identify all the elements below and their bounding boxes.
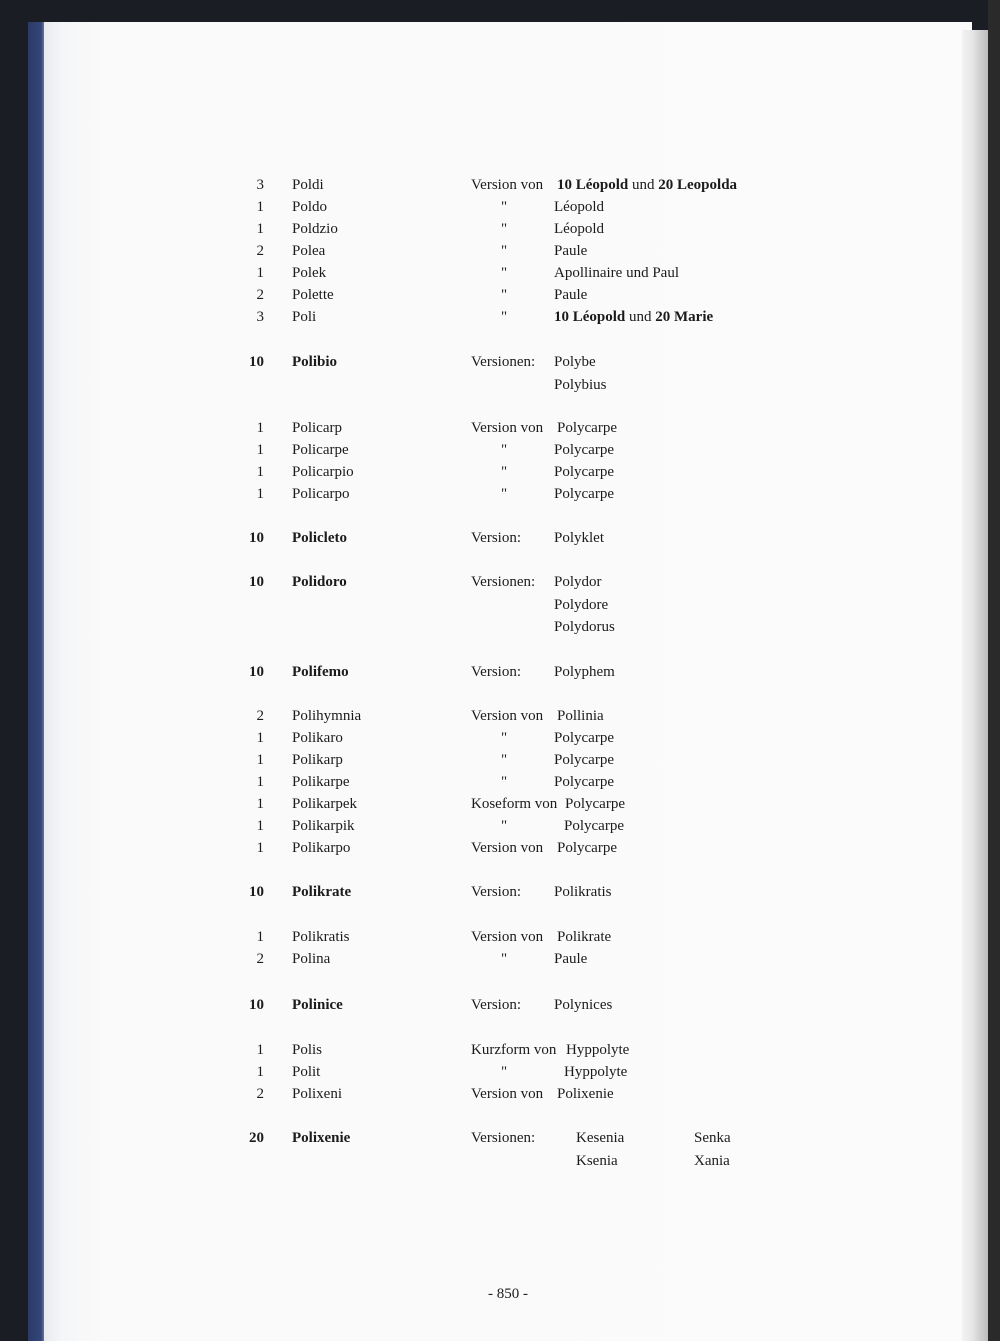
- entry-row: [44, 306, 972, 328]
- entry-value: Paule: [554, 243, 588, 259]
- entry-count: 1: [256, 221, 264, 237]
- entry-count: 1: [256, 1064, 264, 1080]
- entry-name: Policarp: [292, 420, 342, 436]
- ditto-mark: ": [501, 442, 508, 458]
- entry-value: Léopold: [554, 221, 604, 237]
- entry-name: Polidoro: [292, 574, 347, 590]
- entry-value-part: 20 Leopolda: [658, 177, 738, 193]
- ditto-mark: ": [501, 1064, 508, 1080]
- ditto-mark: ": [501, 464, 508, 480]
- entry-count: 1: [256, 420, 264, 436]
- entry-relation: Version:: [471, 884, 521, 900]
- entry-value: Polynices: [554, 997, 613, 1013]
- page-number: - 850 -: [488, 1286, 528, 1302]
- ditto-mark: ": [501, 752, 508, 768]
- entry-name: Polikarpo: [292, 840, 351, 856]
- entry-value: Kesenia: [576, 1130, 625, 1146]
- entry-count: 1: [256, 199, 264, 215]
- entry-name: Polikarpek: [292, 796, 357, 812]
- entry-row: [44, 571, 972, 635]
- ditto-mark: ": [501, 486, 508, 502]
- ditto-mark: ": [501, 951, 508, 967]
- entry-value: Xania: [694, 1152, 730, 1169]
- entry-name: Polifemo: [292, 664, 349, 680]
- entry-count: 20: [249, 1130, 264, 1146]
- entry-row: [44, 417, 972, 439]
- entry-name: Polina: [292, 951, 331, 967]
- book-page: [44, 22, 972, 1341]
- ditto-mark: ": [501, 199, 508, 215]
- entry-name: Poldo: [292, 199, 328, 215]
- entry-name: Polibio: [292, 354, 338, 370]
- entry-name: Polixeni: [292, 1086, 343, 1102]
- entry-row: [44, 994, 972, 1016]
- entry-count: 10: [249, 354, 264, 370]
- entry-count: 10: [249, 530, 264, 546]
- entry-name: Polit: [292, 1064, 321, 1080]
- entry-count: 1: [256, 796, 264, 812]
- entry-relation: Version:: [471, 664, 521, 680]
- entry-row: [44, 793, 972, 815]
- entry-relation: Version von: [471, 708, 544, 724]
- entry-value: Paule: [554, 287, 588, 303]
- entry-row: [44, 749, 972, 771]
- entry-count: 2: [256, 1086, 264, 1102]
- entry-row: [44, 881, 972, 903]
- entry-name: Polikarpe: [292, 774, 350, 790]
- entry-value: Polixenie: [557, 1086, 614, 1102]
- entry-relation: Version:: [471, 997, 521, 1013]
- ditto-mark: ": [501, 287, 508, 303]
- entry-value: Polycarpe: [554, 442, 614, 458]
- entry-value-part: und: [625, 309, 656, 325]
- entry-count: 10: [249, 574, 264, 590]
- entry-row: [44, 661, 972, 683]
- entry-value: Polyklet: [554, 530, 605, 546]
- entry-name: Poldi: [292, 177, 324, 193]
- entry-value: Polikratis: [554, 884, 612, 900]
- entry-value: Hyppolyte: [564, 1064, 628, 1080]
- entry-value: Polycarpe: [554, 486, 614, 502]
- ditto-mark: ": [501, 309, 508, 325]
- entry-value: Paule: [554, 951, 588, 967]
- entry-value: Polydore: [554, 596, 609, 613]
- entry-row: [44, 262, 972, 284]
- entry-count: 3: [256, 309, 264, 325]
- entry-row: [44, 461, 972, 483]
- ditto-mark: ": [501, 221, 508, 237]
- entry-value: Polycarpe: [565, 796, 625, 812]
- entry-name: Polette: [292, 287, 334, 303]
- entry-value: Apollinaire und Paul: [554, 265, 679, 281]
- ditto-mark: ": [501, 774, 508, 790]
- facing-page-edge: [962, 30, 988, 1341]
- entry-value: [554, 306, 713, 328]
- entry-row: [44, 815, 972, 837]
- entry-row: [44, 926, 972, 948]
- entry-name: Polihymnia: [292, 708, 362, 724]
- entry-count: 1: [256, 774, 264, 790]
- entry-count: 1: [256, 929, 264, 945]
- entry-value-part: 20 Marie: [655, 309, 714, 325]
- ditto-mark: ": [501, 265, 508, 281]
- entry-row: [44, 771, 972, 793]
- entry-relation: Version von: [471, 1086, 544, 1102]
- entry-row: [44, 705, 972, 727]
- entry-name: Polikaro: [292, 730, 343, 746]
- entry-value: Polycarpe: [554, 464, 614, 480]
- entry-count: 1: [256, 840, 264, 856]
- entry-name: Polikarp: [292, 752, 343, 768]
- entry-count: 1: [256, 464, 264, 480]
- ditto-mark: ": [501, 243, 508, 259]
- entry-value: Ksenia: [576, 1152, 618, 1169]
- entry-relation: Version:: [471, 530, 521, 546]
- entry-relation: Versionen:: [471, 574, 536, 590]
- ditto-mark: ": [501, 818, 508, 834]
- entry-name: Policarpio: [292, 464, 354, 480]
- entry-row: [44, 174, 972, 196]
- entry-row: [44, 948, 972, 970]
- entry-value: Polikrate: [557, 929, 612, 945]
- entry-count: 10: [249, 884, 264, 900]
- entry-count: 2: [256, 708, 264, 724]
- entry-name: Policarpe: [292, 442, 349, 458]
- entry-value: Polycarpe: [554, 774, 614, 790]
- entry-row: [44, 351, 972, 393]
- entry-value: Polycarpe: [564, 818, 624, 834]
- entry-value: Polycarpe: [557, 420, 617, 436]
- entry-value: Polybius: [554, 376, 607, 393]
- entry-count: 2: [256, 287, 264, 303]
- entry-value-part: und: [628, 177, 659, 193]
- entry-count: 2: [256, 243, 264, 259]
- entry-row: [44, 727, 972, 749]
- entry-value: Pollinia: [557, 708, 604, 724]
- entry-count: 1: [256, 730, 264, 746]
- entry-row: [44, 284, 972, 306]
- entry-relation: Versionen:: [471, 354, 536, 370]
- entry-row: [44, 1127, 972, 1169]
- entry-relation: Version von: [471, 840, 544, 856]
- entry-count: 1: [256, 1042, 264, 1058]
- entry-name: Polea: [292, 243, 326, 259]
- entry-value: Polydor: [554, 574, 602, 590]
- entry-row: [44, 1083, 972, 1105]
- entry-value-part: 10 Léopold: [554, 309, 626, 325]
- ditto-mark: ": [501, 730, 508, 746]
- entry-value: Polycarpe: [557, 840, 617, 856]
- entry-count: 3: [256, 177, 264, 193]
- entry-count: 1: [256, 818, 264, 834]
- entry-row: [44, 1061, 972, 1083]
- entry-name: Polixenie: [292, 1130, 351, 1146]
- entry-relation: Version von: [471, 420, 544, 436]
- entry-count: 1: [256, 442, 264, 458]
- entry-relation: Versionen:: [471, 1130, 536, 1146]
- entry-row: [44, 527, 972, 549]
- entry-count: 10: [249, 664, 264, 680]
- entry-name: Polikrate: [292, 884, 352, 900]
- entry-row: [44, 218, 972, 240]
- entry-count: 2: [256, 951, 264, 967]
- entry-name: Polis: [292, 1042, 323, 1058]
- entry-count: 1: [256, 486, 264, 502]
- entry-count: 1: [256, 265, 264, 281]
- entry-value: Senka: [694, 1130, 731, 1146]
- entry-name: Policarpo: [292, 486, 350, 502]
- entry-row: [44, 240, 972, 262]
- entry-relation: Version von: [471, 177, 544, 193]
- entry-value: Polyphem: [554, 664, 615, 680]
- entry-name: Policleto: [292, 530, 347, 546]
- entry-value: Polycarpe: [554, 730, 614, 746]
- entry-value: Polycarpe: [554, 752, 614, 768]
- entry-name: Poldzio: [292, 221, 338, 237]
- entry-value: Polybe: [554, 354, 596, 370]
- entry-value-part: 10 Léopold: [557, 177, 629, 193]
- entry-count: 10: [249, 997, 264, 1013]
- entry-value: Léopold: [554, 199, 604, 215]
- entry-row: [44, 1039, 972, 1061]
- entry-relation: Kurzform von: [471, 1042, 557, 1058]
- entry-relation: Version von: [471, 929, 544, 945]
- entry-row: [44, 837, 972, 859]
- entry-count: 1: [256, 752, 264, 768]
- entry-relation: Koseform von: [471, 796, 558, 812]
- entry-name: Polinice: [292, 997, 343, 1013]
- entry-name: Polikratis: [292, 929, 350, 945]
- entry-row: [44, 439, 972, 461]
- entry-value: Hyppolyte: [566, 1042, 630, 1058]
- entry-name: Poli: [292, 309, 317, 325]
- entry-value: [557, 174, 737, 196]
- entry-row: [44, 483, 972, 505]
- entry-name: Polikarpik: [292, 818, 355, 834]
- background-edge: [988, 0, 1000, 1341]
- entry-row: [44, 196, 972, 218]
- entry-name: Polek: [292, 265, 327, 281]
- entry-value: Polydorus: [554, 619, 615, 635]
